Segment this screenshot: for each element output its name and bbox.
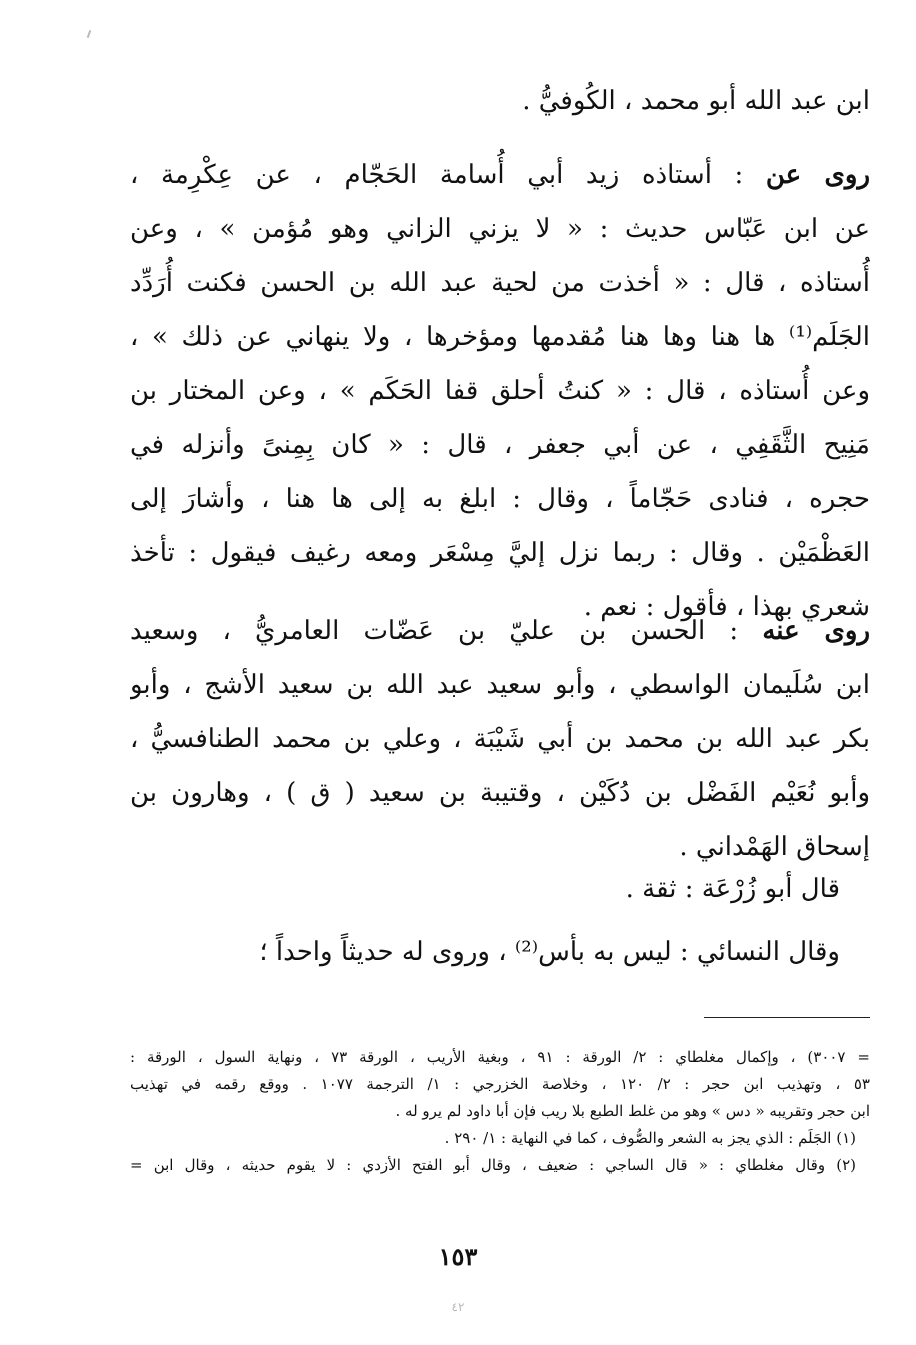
paragraph-1 <box>130 74 870 128</box>
footnotes <box>130 1044 870 1179</box>
text-run: : أستاذه زيد أبي أُسامة الحَجّام ، عن عِكْرِمة ، <box>130 160 766 190</box>
paragraph-narrated-from <box>130 148 870 634</box>
text-line: ابن سُلَيمان الواسطي ، وأبو سعيد عبد الله بن سعيد الأشج ، وأبو <box>130 670 870 700</box>
text-line: وقال النسائي : ليس به بأس⁽²⁾ ، وروى له حديثاً واحداً ؛ <box>259 937 840 967</box>
section-lead: روى عن <box>765 160 870 190</box>
page-number: ١٥٣ <box>438 1242 478 1271</box>
text-line: قال أبو زُرْعَة : ثقة . <box>625 874 840 904</box>
footnote-separator <box>704 1017 870 1018</box>
text-line: عن ابن عَبّاس حديث : « لا يزني الزاني وهو مُؤمن » ، وعن <box>130 214 870 244</box>
text-line: أُستاذه ، قال : « أخذت من لحية عبد الله بن الحسن فكنت أُرَدِّد <box>130 268 870 298</box>
section-lead: روى عنه <box>762 616 870 646</box>
text-line: شعري بهذا ، فأقول : نعم . <box>583 592 870 622</box>
footnote-line: (١) الجَلَم : الذي يجز به الشعر والصُّوف ، كما في النهاية : ١/ ٢٩٠ . <box>444 1129 856 1147</box>
text-line <box>130 148 870 202</box>
text-line: إسحاق الهَمْداني . <box>679 832 870 862</box>
footnote-line: = ٣٠٠٧) ، وإكمال مغلطاي : ٢/ الورقة : ٩١ ، وبغية الأريب ، الورقة ٧٣ ، ونهاية السول ، الورقة : <box>130 1048 870 1066</box>
footnote-line: (٢) وقال مغلطاي : « قال الساجي : ضعيف ، وقال أبو الفتح الأزدي : لا يقوم حديثه ، وقال ابن = <box>130 1156 856 1174</box>
text-line: وعن أُستاذه ، قال : « كنتُ أحلق قفا الحَكَم » ، وعن المختار بن <box>130 376 870 406</box>
text-line: وأبو نُعَيْم الفَضْل بن دُكَيْن ، وقتيبة بن سعيد ( ق ) ، وهارون بن <box>130 778 870 808</box>
footnote-line: ابن حجر وتقريبه « دس » وهو من غلط الطبع بلا ريب فإن أبا داود لم يرو له . <box>395 1102 870 1120</box>
text-line <box>130 604 870 658</box>
footnote-line: ٥٣ ، وتهذيب ابن حجر : ٢/ ١٢٠ ، وخلاصة الخزرجي : ١/ الترجمة ١٠٧٧ . ووقع رقمه في تهذيب <box>130 1075 870 1093</box>
paragraph-nasai <box>130 925 870 979</box>
text-line: بكر عبد الله بن محمد بن أبي شَيْبَة ، وعلي بن محمد الطنافسيُّ ، <box>130 724 870 754</box>
paragraph-narrated-by <box>130 604 870 874</box>
text-line: الجَلَم⁽¹⁾ ها هنا وها هنا مُقدمها ومؤخرها ، ولا ينهاني عن ذلك » ، <box>130 322 870 352</box>
scan-speck <box>87 30 92 38</box>
paragraph-abu-zura <box>130 862 870 916</box>
text-line: حجره ، فنادى حَجّاماً ، وقال : ابلغ به إلى ها هنا ، وأشارَ إلى <box>130 484 870 514</box>
text-line: العَظْمَيْن . وقال : ربما نزل إليَّ مِسْعَر ومعه رغيف فيقول : تأخذ <box>130 538 870 568</box>
text-line: مَنِيح الثَّقَفِي ، عن أبي جعفر ، قال : « كان بِمِنىً وأنزله في <box>130 430 870 460</box>
text-line: ابن عبد الله أبو محمد ، الكُوفيُّ . <box>522 86 870 116</box>
text-run: : الحسن بن عليّ بن عَضّات العامريُّ ، وسعيد <box>130 616 763 646</box>
scan-mark: ٤٢ <box>451 1300 465 1314</box>
